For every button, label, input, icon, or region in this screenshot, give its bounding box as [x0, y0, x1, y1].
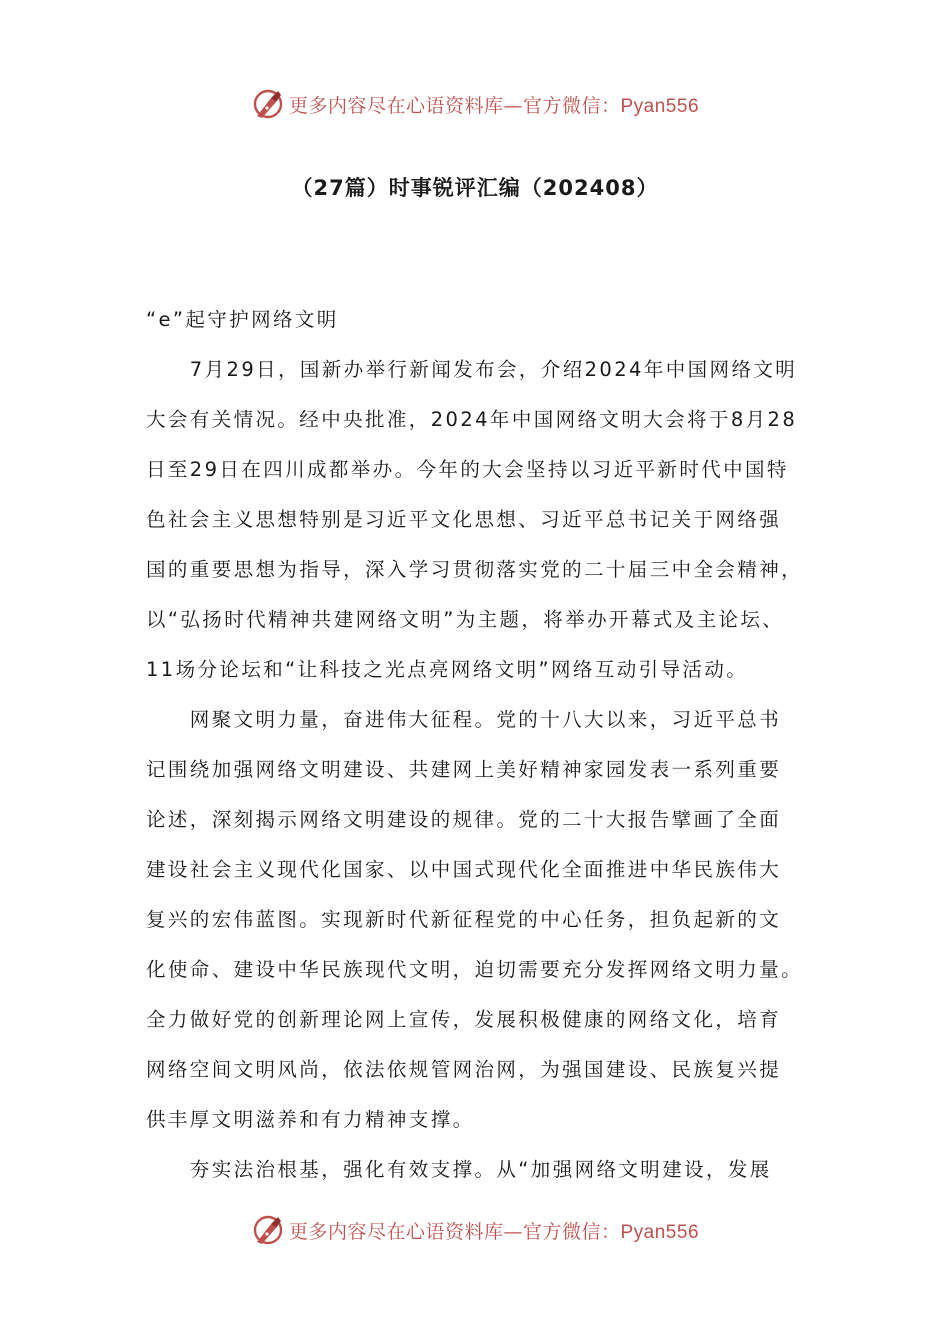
body-line: 大会有关情况。经中央批准，2024年中国网络文明大会将于8月28 — [146, 408, 798, 431]
article-heading: “e”起守护网络文明 — [146, 308, 339, 331]
body-line: 网络空间文明风尚，依法依规管网治网，为强国建设、民族复兴提 — [146, 1058, 782, 1081]
body-line: 7月29日，国新办举行新闻发布会，介绍2024年中国网络文明 — [146, 358, 798, 381]
document-title: （27篇）时事锐评汇编（202408） — [291, 176, 659, 200]
body-line: 色社会主义思想特别是习近平文化思想、习近平总书记关于网络强 — [146, 508, 782, 531]
body-line: 供丰厚文明滋养和有力精神支撑。 — [146, 1108, 475, 1131]
banner-wechat-id: Pyan556 — [620, 1221, 700, 1243]
header-watermark-banner — [0, 82, 950, 126]
body-line: 11场分论坛和“让科技之光点亮网络文明”网络互动引导活动。 — [146, 658, 749, 681]
body-line: 以“弘扬时代精神共建网络文明”为主题，将举办开幕式及主论坛、 — [146, 608, 785, 631]
banner-label: 更多内容尽在心语资料库—官方微信： — [288, 1220, 621, 1243]
body-line: 日至29日在四川成都举办。今年的大会坚持以习近平新时代中国特 — [146, 458, 789, 481]
article-body — [146, 295, 806, 1195]
body-line: 国的重要思想为指导，深入学习贯彻落实党的二十届三中全会精神， — [146, 558, 804, 581]
body-line: 论述，深刻揭示网络文明建设的规律。党的二十大报告擘画了全面 — [146, 808, 782, 831]
body-line: 建设社会主义现代化国家、以中国式现代化全面推进中华民族伟大 — [146, 858, 782, 881]
body-line: 记围绕加强网络文明建设、共建网上美好精神家园发表一系列重要 — [146, 758, 782, 781]
banner-wechat-id: Pyan556 — [620, 95, 700, 117]
body-line: 全力做好党的创新理论网上宣传，发展积极健康的网络文化，培育 — [146, 1008, 782, 1031]
footer-watermark-banner — [0, 1208, 950, 1252]
body-line: 化使命、建设中华民族现代文明，迫切需要充分发挥网络文明力量。 — [146, 958, 804, 981]
body-line: 夯实法治根基，强化有效支撑。从“加强网络文明建设，发展 — [146, 1158, 772, 1181]
pen-nib-circle-icon — [251, 1213, 285, 1247]
banner-label: 更多内容尽在心语资料库—官方微信： — [288, 94, 621, 117]
banner-text — [289, 91, 699, 118]
body-line: 复兴的宏伟蓝图。实现新时代新征程党的中心任务，担负起新的文 — [146, 908, 782, 931]
body-line: 网聚文明力量，奋进伟大征程。党的十八大以来，习近平总书 — [146, 708, 782, 731]
pen-nib-circle-icon — [251, 87, 285, 121]
banner-text — [289, 1217, 699, 1244]
